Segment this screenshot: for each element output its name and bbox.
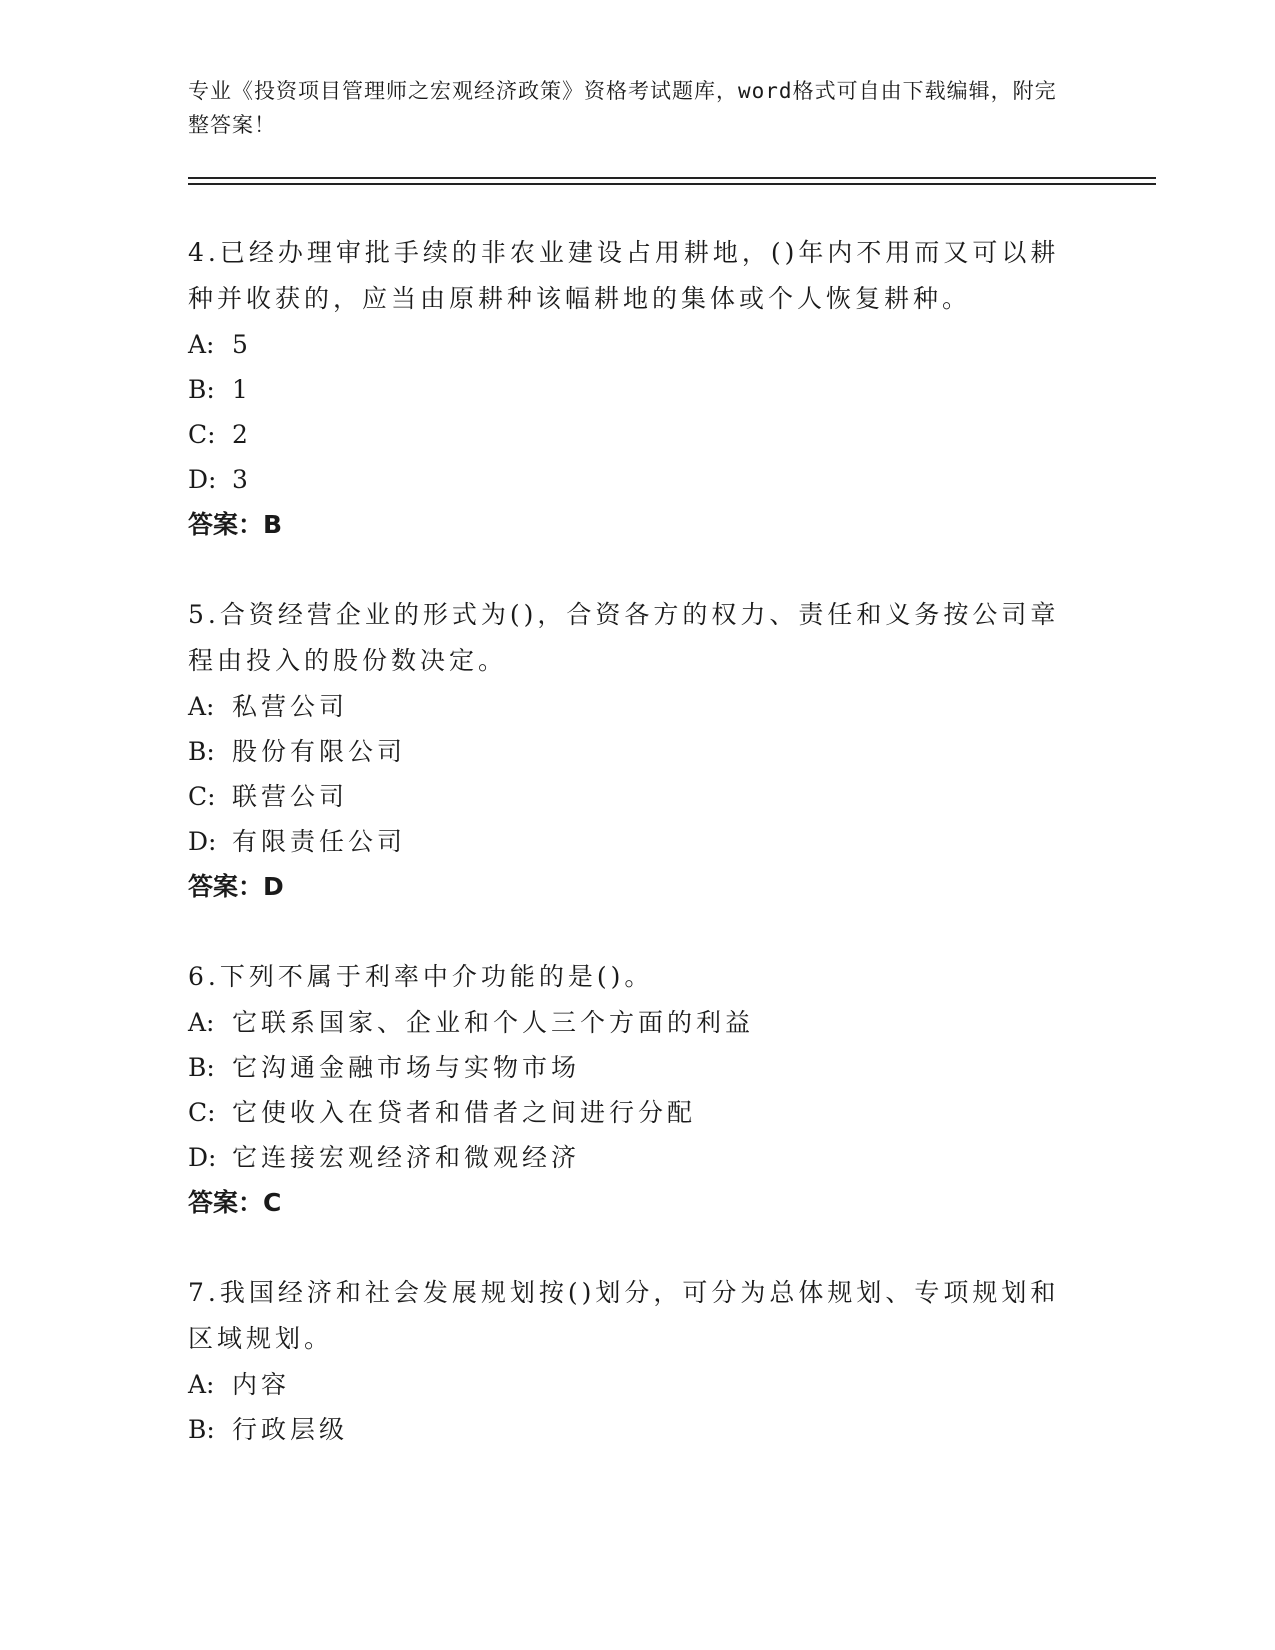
option-key: A: xyxy=(188,692,215,721)
option-text: 3 xyxy=(232,465,252,494)
option-key: B: xyxy=(188,375,215,404)
option-key: C: xyxy=(188,420,216,449)
option-text: 2 xyxy=(232,420,252,449)
option-a xyxy=(188,1362,1068,1407)
option-c xyxy=(188,1090,1068,1135)
option-text: 有限责任公司 xyxy=(232,827,407,856)
header-rule-top xyxy=(188,177,1156,179)
option-key: A: xyxy=(188,1008,215,1037)
option-key: D: xyxy=(188,1143,217,1172)
option-b xyxy=(188,1045,1068,1090)
option-d xyxy=(188,1135,1068,1180)
option-c xyxy=(188,774,1068,819)
answer-line: 答案：D xyxy=(188,872,284,901)
option-text: 行政层级 xyxy=(232,1415,349,1444)
option-key: A: xyxy=(188,330,215,359)
option-text: 它沟通金融市场与实物市场 xyxy=(232,1053,581,1082)
option-key: C: xyxy=(188,782,216,811)
option-text: 内容 xyxy=(232,1370,291,1399)
option-key: A: xyxy=(188,1370,215,1399)
question-6 xyxy=(188,954,1068,1226)
option-b xyxy=(188,367,1068,412)
option-text: 5 xyxy=(232,330,252,359)
option-text: 它使收入在贷者和借者之间进行分配 xyxy=(232,1098,697,1127)
option-key: D: xyxy=(188,465,217,494)
option-key: B: xyxy=(188,1053,215,1082)
option-text: 联营公司 xyxy=(232,782,349,811)
question-stem: 7.我国经济和社会发展规划按()划分，可分为总体规划、专项规划和区域规划。 xyxy=(188,1278,1060,1353)
option-c xyxy=(188,412,1068,457)
document-header: 专业《投资项目管理师之宏观经济政策》资格考试题库，word格式可自由下载编辑，附完整答案！ xyxy=(188,79,1057,137)
question-stem: 6.下列不属于利率中介功能的是()。 xyxy=(188,962,654,991)
option-text: 私营公司 xyxy=(232,692,349,721)
question-5 xyxy=(188,592,1068,910)
option-b xyxy=(188,729,1068,774)
option-key: D: xyxy=(188,827,217,856)
question-stem: 5.合资经营企业的形式为()，合资各方的权力、责任和义务按公司章程由投入的股份数决定。 xyxy=(188,600,1060,675)
option-key: B: xyxy=(188,737,215,766)
answer-line: 答案：B xyxy=(188,510,283,539)
answer-line: 答案：C xyxy=(188,1188,282,1217)
option-text: 它联系国家、企业和个人三个方面的利益 xyxy=(232,1008,755,1037)
option-d xyxy=(188,819,1068,864)
question-7 xyxy=(188,1270,1068,1452)
option-b xyxy=(188,1407,1068,1452)
question-list xyxy=(188,230,1068,1496)
option-key: C: xyxy=(188,1098,216,1127)
option-text: 它连接宏观经济和微观经济 xyxy=(232,1143,581,1172)
option-key: B: xyxy=(188,1415,215,1444)
question-4 xyxy=(188,230,1068,548)
option-a xyxy=(188,1000,1068,1045)
option-a xyxy=(188,322,1068,367)
option-d xyxy=(188,457,1068,502)
option-text: 股份有限公司 xyxy=(232,737,407,766)
option-text: 1 xyxy=(232,375,252,404)
question-stem: 4.已经办理审批手续的非农业建设占用耕地，()年内不用而又可以耕种并收获的，应当由原耕种该幅耕地的集体或个人恢复耕种。 xyxy=(188,238,1060,313)
header-rule-bottom xyxy=(188,183,1156,185)
option-a xyxy=(188,684,1068,729)
